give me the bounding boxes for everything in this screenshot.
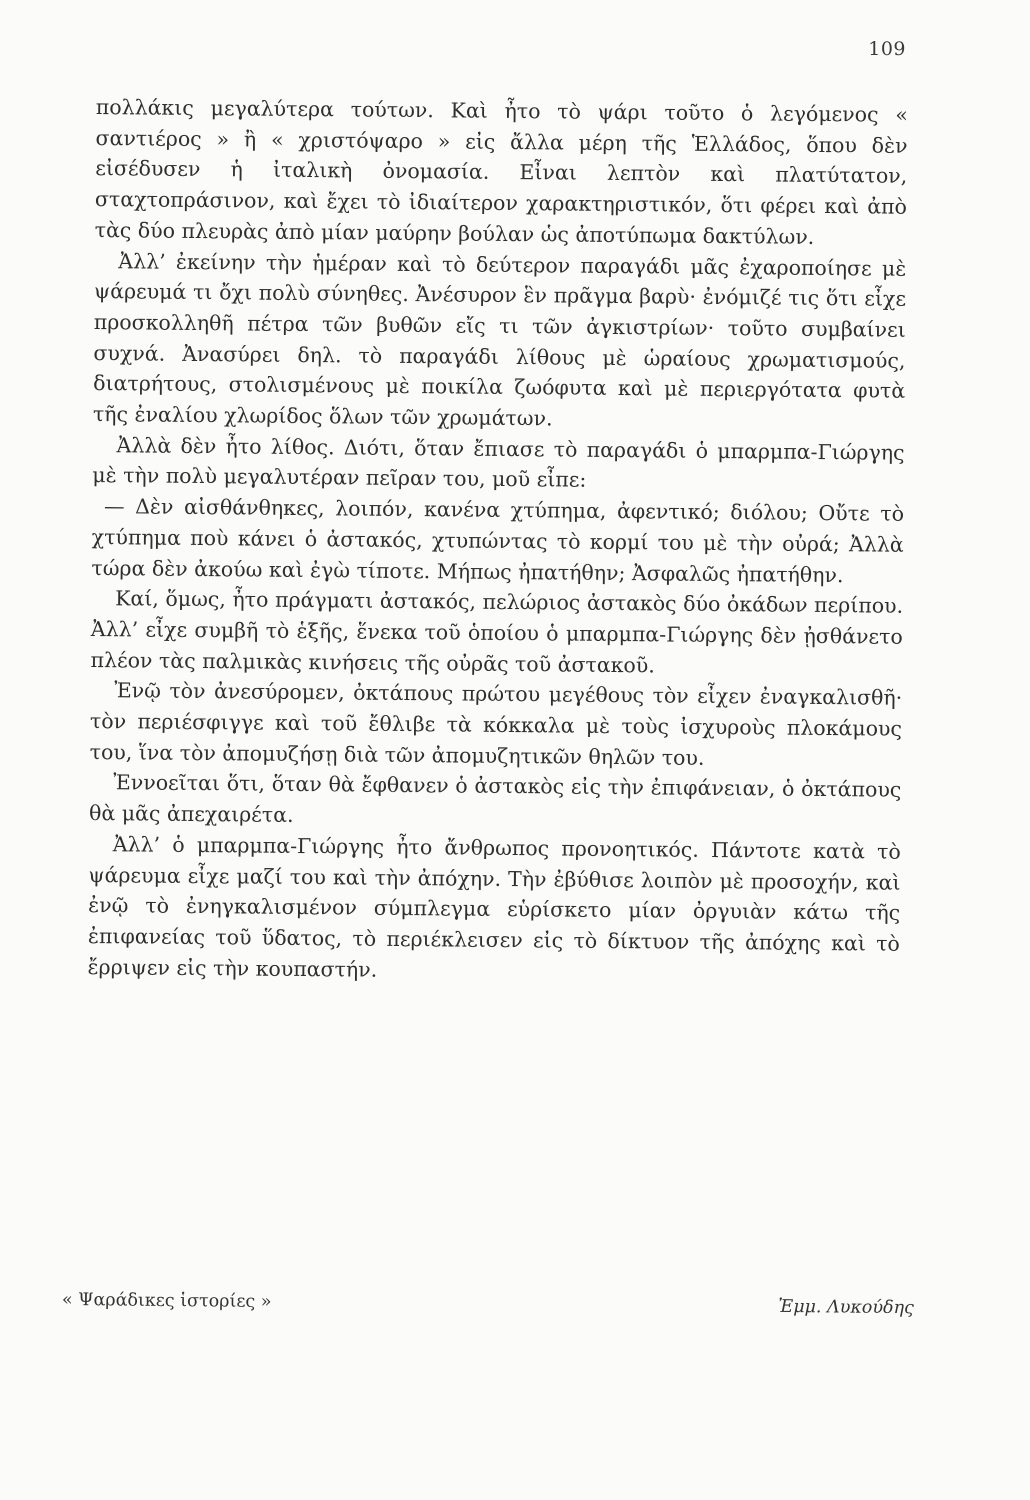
body-text <box>87 92 908 990</box>
source-citation <box>62 1290 914 1318</box>
source-author: Ἐμμ. Λυκούδης <box>778 1296 914 1319</box>
dialogue-paragraph: — Δὲν αἰσθάνθηκες, λοιπόν, κανένα χτύπημα, ἀφεντικό; διόλου; Οὔτε τὸ χτύπημα ποὺ κάνει ὁ ἀστακός, χτυπώντας τὸ κορμί του μὲ τὴν οὐρά; Ἀλλὰ τώρα δὲν ἀκούω καὶ ἐγὼ τίποτε. Μήπως ἠπατήθην; Ἀσφαλῶς ἠπατήθην. <box>91 494 905 587</box>
paragraph: Ἐννοεῖται ὅτι, ὅταν θὰ ἔφθανεν ὁ ἀστακὸς εἰς τὴν ἐπιφάνειαν, ὁ ὀκτάπους θὰ μᾶς ἀπεχαιρέτα. <box>88 770 902 828</box>
paragraph: Ἀλλ’ ἐκείνην τὴν ἡμέραν καὶ τὸ δεύτερον παραγάδι μᾶς ἐχαροποίησε μὲ ψάρευμά τι ὄχι πολὺ σύνηθες. Ἀνέσυρον ἓν πρᾶγμα βαρὺ· ἐνόμιζέ τις ὅτι εἶχε προσκολληθῆ πέτρα τῶν βυθῶν εἴς τι τῶν ἀγκιστρίων· τοῦτο συμβαίνει συχνά. Ἀνασύρει δηλ. τὸ παραγάδι λίθους μὲ ὡραίους χρωματισμούς, διατρήτους, στολισμένους μὲ ποικίλα ζωόφυτα καὶ μὲ περιεργότατα φυτὰ τῆς ἐναλίου χλωρίδος ὅλων τῶν χρωμάτων. <box>92 248 907 431</box>
source-book-title: « Ψαράδικες ἱστορίες » <box>61 1290 272 1313</box>
paragraph: Ἐνῷ τὸν ἀνεσύρομεν, ὀκτάπους πρώτου μεγέθους τὸν εἶχεν ἐναγκαλισθῆ· τὸν περιέσφιγγε καὶ τοῦ ἔθλιβε τὰ κόκκαλα μὲ τοὺς ἰσχυροὺς πλοκάμους του, ἵνα τὸν ἀπομυζήσῃ διὰ τῶν ἀπομυζητικῶν θηλῶν του. <box>89 678 903 770</box>
paragraph: πολλάκις μεγαλύτερα τούτων. Καὶ ἦτο τὸ ψάρι τοῦτο ὁ λεγόμενος « σαντιέρος » ἢ « χριστόψαρο » εἰς ἄλλα μέρη τῆς Ἑλλάδος, ὅπου δὲν εἰσέδυσεν ἡ ἰταλικὴ ὀνομασία. Εἶναι λεπτὸν καὶ πλατύτατον, σταχτοπράσινον, καὶ ἔχει τὸ ἰδιαίτερον χαρακτηριστικόν, ὅτι φέρει καὶ ἀπὸ τὰς δύο πλευρὰς ἀπὸ μίαν μαύρην βούλαν ὡς ἀποτύπωμα δακτύλων. <box>94 94 908 249</box>
paragraph: Ἀλλ’ ὁ μπαρμπα-Γιώργης ἦτο ἄνθρωπος προνοητικός. Πάντοτε κατὰ τὸ ψάρευμα εἶχε μαζί του καὶ τὴν ἀπόχην. Τὴν ἐβύθισε λοιπὸν μὲ προσοχήν, καὶ ἐνῷ τὸ ἐνηγκαλισμένον σύμπλεγμα εὑρίσκετο μίαν ὀργυιὰν κάτω τῆς ἐπιφανείας τοῦ ὕδατος, τὸ περιέκλεισεν εἰς τὸ δίκτυον τῆς ἀπόχης καὶ τὸ ἔρριψεν εἰς τὴν κουπαστήν. <box>87 832 901 982</box>
paragraph: Ἀλλὰ δὲν ἦτο λίθος. Διότι, ὅταν ἔπιασε τὸ παραγάδι ὁ μπαρμπα-Γιώργης μὲ τὴν πολὺ μεγαλυτέραν πεῖραν του, μοῦ εἶπε: <box>92 432 905 493</box>
page-number: 109 <box>868 38 906 60</box>
paragraph: Καί, ὅμως, ἦτο πράγματι ἀστακός, πελώριος ἀστακὸς δύο ὀκάδων περίπου. Ἀλλ’ εἶχε συμβῆ τὸ ἑξῆς, ἕνεκα τοῦ ὁποίου ὁ μπαρμπα-Γιώργης δὲν ᾐσθάνετο πλέον τὰς παλμικὰς κινήσεις τῆς οὐρᾶς τοῦ ἀστακοῦ. <box>90 586 904 678</box>
